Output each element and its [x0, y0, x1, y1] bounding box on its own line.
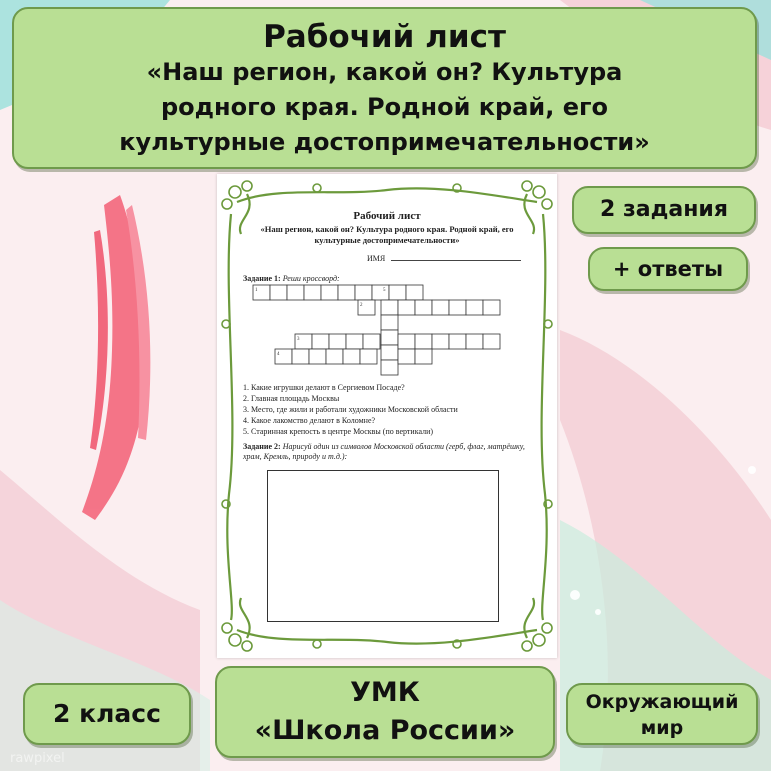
- cw-number-2: 2: [360, 303, 363, 308]
- task-1-label: Задание 1:: [243, 274, 281, 283]
- question-item: 3. Место, где жили и работали художники Московской области: [243, 405, 458, 414]
- cw-number-3: 3: [297, 337, 300, 342]
- title-line-1: Рабочий лист: [263, 19, 506, 55]
- question-item: 1. Какие игрушки делают в Сергиевом Посаде?: [243, 383, 405, 392]
- task-1-text: Реши кроссворд:: [282, 274, 340, 283]
- title-line-3: родного края. Родной край, его: [160, 93, 608, 121]
- task-2-text: Нарисуй один из символов Московской области (герб, флаг, матрёшку, храм, Кремль, природу и т.д.):: [243, 442, 525, 461]
- cw-number-5: 5: [383, 288, 386, 293]
- task-2-heading: [243, 442, 533, 462]
- question-item: 4. Какое лакомство делают в Коломне?: [243, 416, 376, 425]
- worksheet-subtitle: «Наш регион, какой он? Культура родного края. Родной край, его культурные достопримечательности»: [260, 224, 514, 245]
- cw-number-4: 4: [277, 352, 280, 357]
- worksheet-title: Рабочий лист: [353, 210, 421, 222]
- grade-badge: 2 класс: [23, 683, 191, 745]
- subject-line-1: Окружающий: [585, 691, 739, 713]
- umk-badge: [215, 666, 555, 758]
- question-item: 5. Старинная крепость в центре Москвы (по вертикали): [243, 427, 434, 436]
- watermark: rawpixel: [10, 751, 65, 766]
- cw-number-1: 1: [255, 288, 258, 293]
- question-item: 2. Главная площадь Москвы: [243, 394, 340, 403]
- title-line-4: культурные достопримечательности»: [119, 128, 650, 156]
- subject-badge: [566, 683, 758, 745]
- umk-line-1: УМК: [350, 677, 420, 708]
- task-2-label: Задание 2:: [243, 442, 281, 451]
- drawing-area: [267, 470, 499, 622]
- worksheet-preview: [217, 174, 557, 658]
- umk-line-2: «Школа России»: [254, 715, 516, 746]
- tasks-count-badge: 2 задания: [572, 186, 756, 234]
- answers-badge: + ответы: [588, 247, 748, 291]
- title-banner: [12, 7, 757, 169]
- title-line-2: «Наш регион, какой он? Культура: [146, 58, 623, 86]
- name-label: ИМЯ: [367, 254, 386, 263]
- subject-line-2: мир: [640, 717, 684, 739]
- question-list: [243, 382, 458, 437]
